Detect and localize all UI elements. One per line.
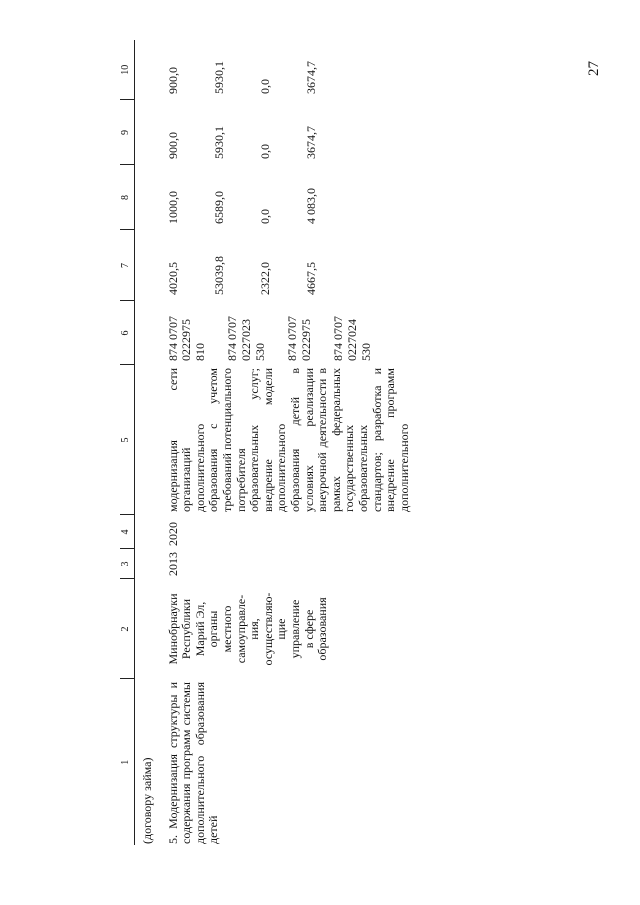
budget-code: 874 0707 0222975 xyxy=(285,316,313,361)
executor-line: щие xyxy=(274,618,289,640)
executor-cell xyxy=(163,579,412,679)
executor-line: управление xyxy=(287,599,302,659)
loan-note: (договору займа) xyxy=(140,757,154,844)
budget-code: 874 0707 0227024 530 xyxy=(331,316,373,361)
amount-value: 3674,7 xyxy=(304,61,319,94)
program-table xyxy=(120,40,411,845)
amount-value: 6589,0 xyxy=(211,191,226,224)
amount-value: 3674,7 xyxy=(304,126,319,159)
amount-value: 0,0 xyxy=(257,209,272,224)
end-year-cell: 2020 xyxy=(165,522,180,546)
column-number: 1 xyxy=(120,679,135,845)
executor-line: Минобрнауки xyxy=(165,593,180,665)
executor-line: ния, xyxy=(247,618,262,640)
column-number: 9 xyxy=(120,100,135,165)
rotated-table-container xyxy=(120,40,520,845)
column-number: 6 xyxy=(120,301,135,365)
column-number: 5 xyxy=(120,365,135,515)
executor-line: в сфере xyxy=(301,609,316,649)
executor-line: местного xyxy=(219,605,234,653)
amount-value: 4667,5 xyxy=(304,262,319,295)
executor-line: органы xyxy=(206,610,221,648)
amount-value: 900,0 xyxy=(165,67,180,94)
page-number: 27 xyxy=(586,61,602,76)
amount-value: 900,0 xyxy=(165,132,180,159)
amount-col-10 xyxy=(163,40,412,100)
column-number: 10 xyxy=(120,40,135,100)
executor-line: осуществляю- xyxy=(260,592,275,666)
amount-value: 5930,1 xyxy=(211,61,226,94)
executor-line: Марий Эл, xyxy=(192,601,207,657)
loan-note-row xyxy=(135,40,163,845)
budget-code: 874 0707 0227023 530 xyxy=(225,316,267,361)
executor-line: Республики xyxy=(179,598,194,660)
expected-result-cell: модернизация сети организаций дополнительного образования с учетом требований потенциального потребителя образовательных услуг; внедрение модели дополнительного образования детей в условиях реализации внеурочной деятельности в рамках федеральных государственных образовательных стандартов; разработка и внедрение программ дополнительного xyxy=(165,368,411,512)
budget-code-cell xyxy=(163,301,412,365)
measure-cell: 5. Модернизация структуры и содержания программ системы дополнительного образования детей xyxy=(165,682,221,844)
budget-code: 874 0707 0222975 810 xyxy=(165,316,207,361)
amount-col-7 xyxy=(163,230,412,301)
amount-value: 0,0 xyxy=(257,79,272,94)
amount-value: 5930,1 xyxy=(211,126,226,159)
column-number: 3 xyxy=(120,549,135,579)
amount-col-9 xyxy=(163,100,412,165)
amount-value: 2322,0 xyxy=(257,262,272,295)
column-number: 7 xyxy=(120,230,135,301)
executor-line: самоуправле- xyxy=(233,594,248,664)
amount-value: 1000,0 xyxy=(165,191,180,224)
column-number: 4 xyxy=(120,515,135,549)
table-row xyxy=(163,40,412,845)
executor-line: образования xyxy=(315,597,330,661)
start-year-cell: 2013 xyxy=(165,552,180,576)
column-number: 2 xyxy=(120,579,135,679)
amount-value: 4 083,0 xyxy=(304,188,319,224)
amount-value: 0,0 xyxy=(257,144,272,159)
column-number-row xyxy=(120,40,135,845)
amount-value: 4020,5 xyxy=(165,262,180,295)
column-number: 8 xyxy=(120,165,135,230)
amount-col-8 xyxy=(163,165,412,230)
amount-value: 53039,8 xyxy=(211,256,226,295)
